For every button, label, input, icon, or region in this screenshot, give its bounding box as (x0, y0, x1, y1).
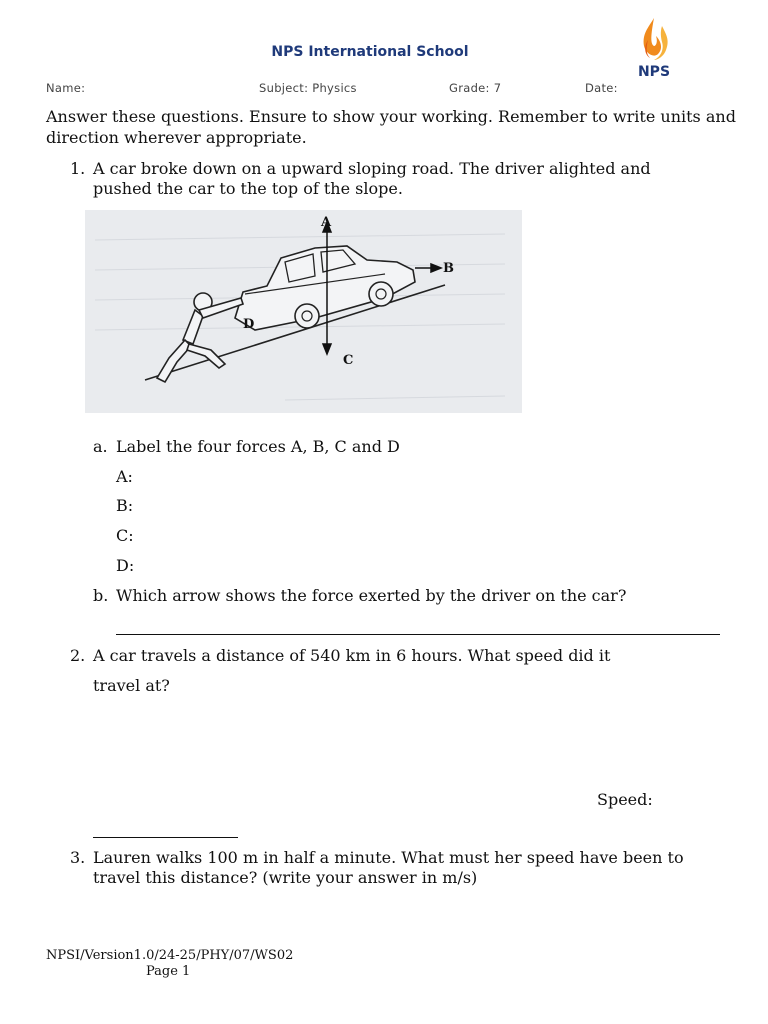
footer (46, 948, 293, 980)
force-label-b: B (443, 261, 454, 276)
force-label-a: A (321, 215, 332, 230)
blank-label-d: D: (116, 556, 135, 575)
question-1 (70, 159, 710, 199)
q1b-letter: b. (93, 586, 109, 605)
question-number: 3. (70, 848, 86, 867)
question-number: 1. (70, 159, 86, 178)
page-number: Page 1 (146, 964, 191, 979)
question-text: A car broke down on a upward sloping road. The driver alighted and pushed the car to the top of the slope. (93, 159, 651, 198)
blank-label-c: C: (116, 526, 134, 545)
date-label: Date: (585, 81, 618, 95)
answer-line-q2[interactable] (93, 837, 238, 838)
question-2-text-line2: travel at? (93, 676, 170, 695)
question-text: Lauren walks 100 m in half a minute. What must her speed have been to travel this distance? (write your answer in m/s) (93, 848, 684, 887)
subject-label: Subject: Physics (259, 81, 357, 95)
name-label: Name: (46, 81, 86, 95)
force-label-c: C (343, 353, 354, 368)
car-slope-figure (85, 210, 522, 413)
blank-label-a: A: (116, 467, 133, 486)
school-title: NPS International School (271, 44, 469, 60)
question-3 (70, 848, 710, 888)
question-2-text-line1: A car travels a distance of 540 km in 6 hours. What speed did it (93, 646, 611, 665)
flame-icon (624, 14, 684, 78)
instructions: Answer these questions. Ensure to show your working. Remember to write units and direction wherever appropriate. (46, 107, 736, 147)
q1a-text: Label the four forces A, B, C and D (116, 437, 400, 456)
question-2-number: 2. (70, 646, 86, 665)
document-code: NPSI/Version1.0/24-25/PHY/07/WS02 (46, 948, 294, 963)
header-meta-row (46, 81, 726, 97)
q1a-letter: a. (93, 437, 108, 456)
force-label-d: D (243, 317, 255, 332)
logo-text: NPS (637, 64, 671, 78)
blank-label-b: B: (116, 496, 134, 515)
answer-line-q1b[interactable] (116, 634, 720, 635)
speed-label: Speed: (597, 790, 653, 809)
q1b-text: Which arrow shows the force exerted by the driver on the car? (116, 586, 627, 605)
nps-logo (624, 14, 684, 78)
grade-label: Grade: 7 (449, 81, 502, 95)
